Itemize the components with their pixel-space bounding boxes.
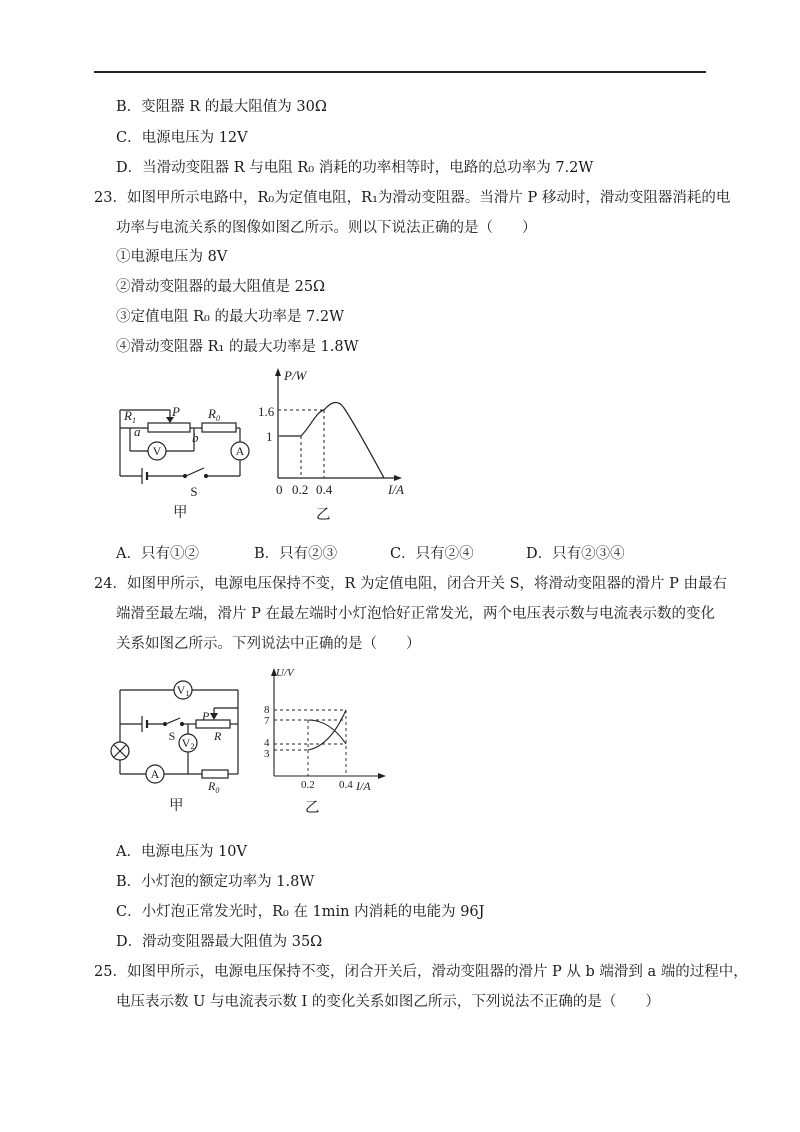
q23-choice-d: D．只有②③④ — [526, 546, 625, 562]
q25-text-line2: 电压表示数 U 与电流表示数 I 的变化关系如图乙所示，下列说法不正确的是（ ） — [116, 994, 660, 1010]
q24-label-r0: $R_0$ — [208, 779, 220, 795]
q24-graph-ylabel: U/V — [276, 667, 294, 679]
q23-label-a: a — [134, 424, 141, 439]
q23-voltmeter-label: V — [152, 444, 162, 458]
q23-caption-jia: 甲 — [173, 505, 188, 521]
q24-graph-xtick-0-2: 0.2 — [301, 779, 315, 791]
q23-switch-label: S — [190, 484, 198, 499]
q23-circuit-diagram — [110, 398, 270, 518]
q23-graph-xtick-0-4: 0.4 — [316, 482, 333, 496]
q24-graph-xlabel: I/A — [356, 779, 371, 792]
q23-text-line2: 功率与电流关系的图像如图乙所示。则以下说法正确的是（ ） — [116, 220, 537, 236]
q24-option-a: A．电源电压为 10V — [116, 844, 248, 860]
q24-text-line1: 24．如图甲所示，电源电压保持不变，R 为定值电阻，闭合开关 S，将滑动变阻器的滑片 P 由最右 — [94, 576, 727, 592]
q23-statement-3: ③定值电阻 R₀ 的最大功率是 7.2W — [116, 309, 345, 325]
q23-choice-a: A．只有①② — [116, 546, 199, 562]
q23-power-current-graph — [256, 366, 426, 496]
q24-graph-ytick-8: 8 — [264, 704, 270, 716]
q24-graph-ytick-7: 7 — [264, 715, 270, 727]
q24-option-d: D．滑动变阻器最大阻值为 35Ω — [116, 934, 323, 950]
q23-statement-1: ①电源电压为 8V — [116, 249, 228, 265]
q23-choice-b: B．只有②③ — [254, 546, 338, 562]
option-c-q22: C．电源电压为 12V — [116, 130, 248, 146]
q24-text-line2: 端滑至最左端，滑片 P 在最左端时小灯泡恰好正常发光，两个电压表示数与电流表示数的变化 — [116, 606, 715, 622]
q23-graph-xlabel: I/A — [388, 482, 404, 496]
q24-v2-label: V2 — [181, 736, 195, 751]
q23-label-p: P — [172, 404, 180, 419]
q23-graph-ytick-1: 1 — [266, 429, 273, 444]
q23-graph-xtick-0: 0 — [276, 482, 283, 496]
q24-option-c: C．小灯泡正常发光时，R₀ 在 1min 内消耗的电能为 96J — [116, 904, 485, 920]
q24-switch-label: S — [168, 729, 176, 743]
q24-v1-label: V1 — [176, 683, 190, 698]
option-b-q22: B．变阻器 R 的最大阻值为 30Ω — [116, 99, 327, 115]
q24-label-p: P — [202, 709, 210, 723]
q24-voltage-current-graph — [256, 662, 396, 792]
q23-label-b: b — [192, 430, 199, 445]
q24-graph-ytick-4: 4 — [264, 737, 270, 749]
q24-graph-xtick-0-4: 0.4 — [339, 779, 353, 791]
q23-statement-2: ②滑动变阻器的最大阻值是 25Ω — [116, 279, 326, 295]
q23-graph-ytick-1-6: 1.6 — [258, 404, 275, 419]
q23-statement-4: ④滑动变阻器 R₁ 的最大功率是 1.8W — [116, 339, 359, 355]
q24-circuit-diagram — [106, 678, 246, 798]
option-d-q22: D．当滑动变阻器 R 与电阻 R₀ 消耗的功率相等时，电路的总功率为 7.2W — [116, 160, 594, 176]
q24-option-b: B．小灯泡的额定功率为 1.8W — [116, 874, 315, 890]
q24-ammeter-label: A — [150, 767, 160, 781]
q24-caption-jia: 甲 — [169, 798, 184, 814]
q23-ammeter-label: A — [235, 444, 245, 458]
q23-graph-xtick-0-2: 0.2 — [292, 482, 309, 496]
q23-choice-c: C．只有②④ — [390, 546, 474, 562]
q23-label-r1: $R_1$ — [124, 408, 136, 425]
q25-text-line1: 25．如图甲所示，电源电压保持不变，闭合开关后，滑动变阻器的滑片 P 从 b 端滑到 a 端的过程中， — [94, 964, 748, 980]
q24-text-line3: 关系如图乙所示。下列说法中正确的是（ ） — [116, 636, 421, 652]
q23-label-r0: $R_0$ — [208, 406, 220, 423]
q24-caption-yi: 乙 — [305, 800, 320, 816]
q24-label-r: R — [214, 729, 222, 743]
q23-graph-ylabel: P/W — [284, 368, 307, 383]
q23-text-line1: 23．如图甲所示电路中，R₀为定值电阻，R₁为滑动变阻器。当滑片 P 移动时，滑动变阻器消耗的电 — [94, 190, 731, 206]
header-rule — [94, 71, 706, 73]
q23-caption-yi: 乙 — [316, 507, 331, 523]
q24-graph-ytick-3: 3 — [264, 748, 270, 760]
